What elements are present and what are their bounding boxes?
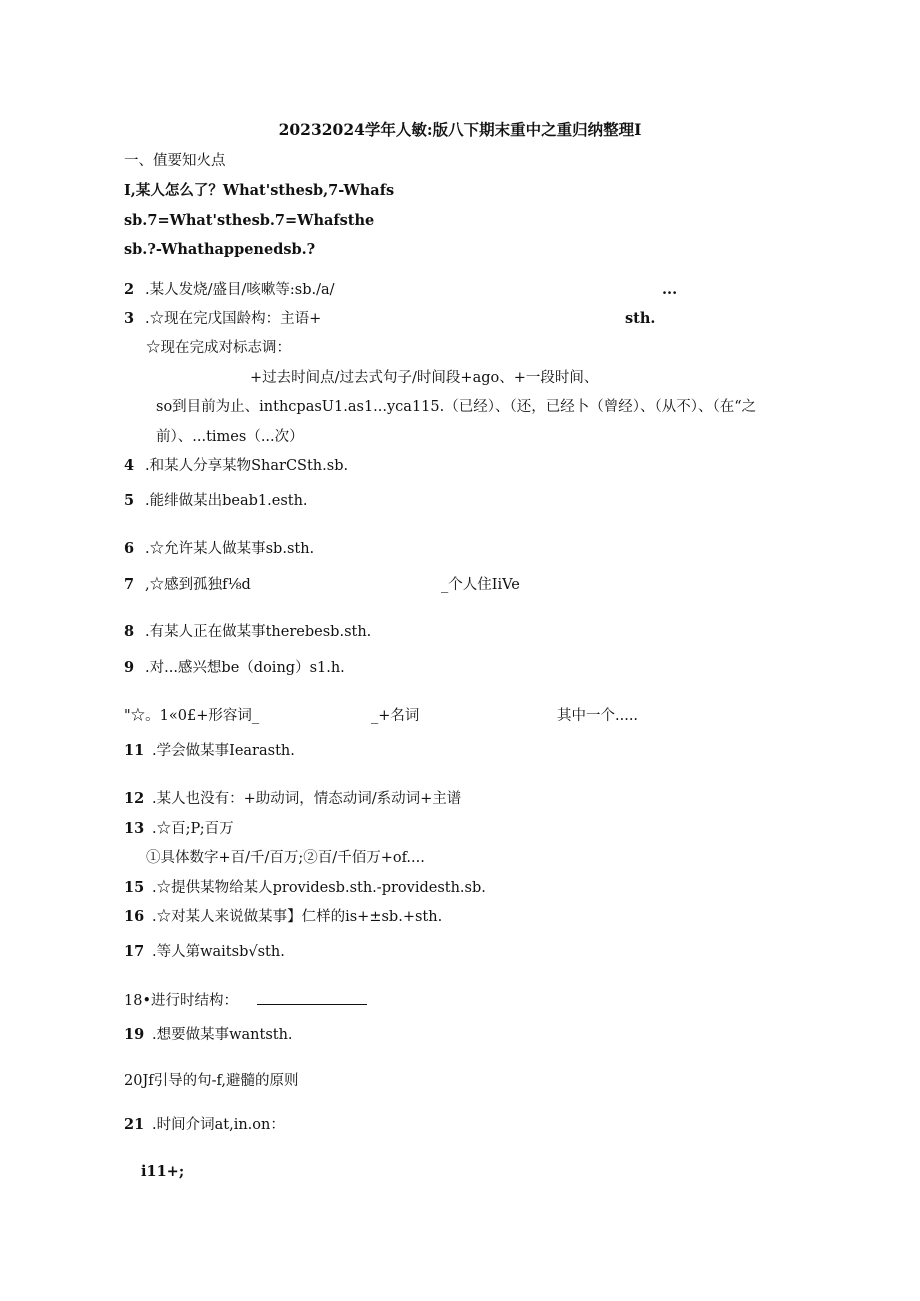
section-heading: 一、值要知火点 bbox=[124, 153, 226, 169]
item-6-text: .☆允许某人做某事sb.sth. bbox=[145, 541, 315, 557]
item-17-number: 17 bbox=[124, 943, 145, 960]
item-11-text: .学会做某事Iearasth. bbox=[152, 743, 295, 759]
item-16-number: 16 bbox=[124, 908, 145, 925]
item-18-row bbox=[124, 990, 367, 1011]
item-4-number: 4 bbox=[124, 457, 135, 474]
item-10-part-a: "☆。1«0£+形容词_ bbox=[124, 708, 260, 724]
item-4-text: .和某人分享某物SharCSth.sb. bbox=[145, 458, 349, 474]
item-3-sub-line-2: so到目前为止、inthcpasU1.as1...yca115.（已经）、（还，已经卜（曾经）、（从不）、（在“之 bbox=[156, 399, 757, 415]
item-2-number: 2 bbox=[124, 281, 135, 298]
item-3-sub-heading: ☆现在完成对标志调： bbox=[146, 340, 291, 356]
item-16-text: .☆对某人来说做某事】仁样的is+±sb.+sth. bbox=[152, 909, 443, 925]
item-1-line-a: I,某人怎么了？What'sthesb,7-Whafs bbox=[124, 182, 395, 199]
item-3-sub-line-3: 前）、...times（...次） bbox=[156, 429, 304, 445]
item-13-sub-line: ①具体数字+百/千/百万;②百/千佰万+of.... bbox=[146, 850, 425, 866]
item-10-part-c: 其中一个..... bbox=[557, 708, 639, 724]
item-8-text: .有某人正在做某事therebesb.sth. bbox=[145, 624, 372, 640]
item-10-part-b: _+名词 bbox=[371, 708, 420, 724]
item-11-number: 11 bbox=[124, 742, 145, 759]
item-9-number: 9 bbox=[124, 659, 135, 676]
item-13-number: 13 bbox=[124, 820, 145, 837]
item-22-text: i11+; bbox=[141, 1163, 185, 1180]
item-1-line-c: sb.?-Whathappenedsb.? bbox=[124, 241, 316, 258]
item-2-text: .某人发烧/盛目/咳嗽等:sb./a/ bbox=[145, 282, 335, 298]
item-19-number: 19 bbox=[124, 1026, 145, 1043]
item-3-tail: sth. bbox=[625, 310, 656, 327]
item-7-tail: _个人住IiVe bbox=[441, 577, 520, 593]
item-12-text: .某人也没有：+助动词，情态动词/系动词+主谱 bbox=[152, 791, 462, 807]
item-8-number: 8 bbox=[124, 623, 135, 640]
item-19-text: .想要做某事wantsth. bbox=[152, 1027, 293, 1043]
item-15-number: 15 bbox=[124, 879, 145, 896]
item-18-text: 18•进行时结构： bbox=[124, 993, 239, 1009]
item-9-text: .对...感兴想be（doing）s1.h. bbox=[145, 660, 345, 676]
item-12-number: 12 bbox=[124, 790, 145, 807]
page-title: 20232024学年人敏:版八下期末重中之重归纳整理I bbox=[278, 120, 642, 139]
item-18-blank bbox=[257, 990, 367, 1005]
item-1-line-b: sb.7=What'sthesb.7=Whafsthe bbox=[124, 212, 375, 229]
item-13-text: .☆百;P;百万 bbox=[152, 821, 234, 837]
item-5-text: .能绯做某出beab1.esth. bbox=[145, 493, 308, 509]
item-15-text: .☆提供某物给某人providesb.sth.-providesth.sb. bbox=[152, 880, 486, 896]
item-2-tail: ... bbox=[662, 281, 678, 298]
item-7-text: ,☆感到孤独f⅛d bbox=[145, 577, 251, 593]
item-7-number: 7 bbox=[124, 576, 135, 593]
item-6-number: 6 bbox=[124, 540, 135, 557]
item-17-text: .等人第waitsb√sth. bbox=[152, 944, 285, 960]
item-3-text: .☆现在完戊国龄构：主语+ bbox=[145, 311, 322, 327]
item-21-text: .时间介词at,in.on： bbox=[152, 1117, 285, 1133]
item-20-text: 20Jf引导的句-f,避髓的原则 bbox=[124, 1073, 299, 1089]
item-21-number: 21 bbox=[124, 1116, 145, 1133]
item-3-number: 3 bbox=[124, 310, 135, 327]
item-3-sub-line-1: +过去时间点/过去式句子/时间段+ago、+一段时间、 bbox=[250, 370, 599, 386]
item-5-number: 5 bbox=[124, 492, 135, 509]
